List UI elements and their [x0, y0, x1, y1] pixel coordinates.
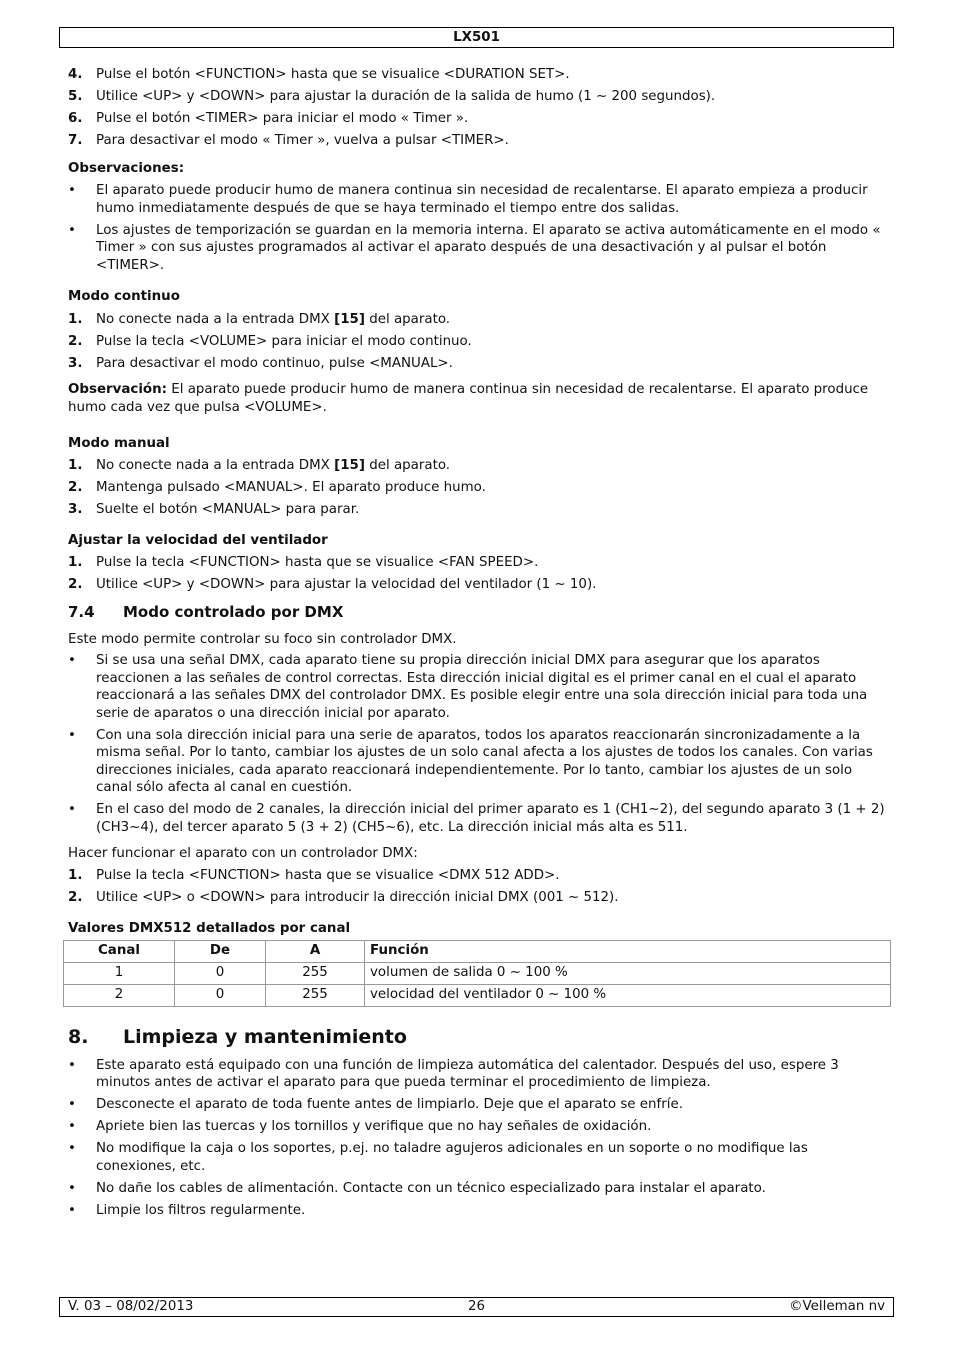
list-item: 3. Para desactivar el modo continuo, pulse <MANUAL>.	[68, 355, 453, 371]
list-item: • No dañe los cables de alimentación. Contacte con un técnico especializado para instalar el aparato.	[68, 1180, 766, 1196]
list-item: • Limpie los filtros regularmente.	[68, 1202, 306, 1218]
list-item: • En el caso del modo de 2 canales, la dirección inicial del primer aparato es 1 (CH1~2), del segundo aparato 3 (1 + 2) (CH3~4), del tercer aparato 5 (3 + 2) (CH5~6), etc. La dirección inicial más alta es 511.	[68, 802, 885, 835]
header-title: LX501	[453, 30, 500, 45]
list-item: • Si se usa una señal DMX, cada aparato tiene su propia dirección inicial DMX para asegurar que los aparatos reaccionen a las señales de control correctas. Esta dirección inicial digital es el primer canal en el cual el aparato reaccionará a las señales DMX del controlador DMX. Es posible elegir entre una sola dirección inicial para toda una serie de aparatos o una dirección inicial por aparato.	[68, 653, 868, 721]
list-item: • Los ajustes de temporización se guardan en la memoria interna. El aparato se activa automáticamente en el modo « Timer » con sus ajustes programados al activar el aparato después de una desactivación y al pulsar el botón <TIMER>.	[68, 222, 881, 273]
heading-modo-manual: Modo manual	[68, 436, 170, 451]
section-7-4-bullets	[68, 652, 890, 836]
list-item: 1. No conecte nada a la entrada DMX [15] del aparato.	[68, 457, 451, 473]
modo-manual-steps	[68, 457, 890, 519]
page-header	[59, 27, 894, 48]
list-item: 2. Mantenga pulsado <MANUAL>. El aparato produce humo.	[68, 479, 486, 495]
table-row: 1 0 255 volumen de salida 0 ~ 100 %	[64, 962, 891, 984]
list-item: • Con una sola dirección inicial para una serie de aparatos, todos los aparatos reaccionarán sincronizadamente a la misma señal. Por lo tanto, cambiar los ajustes de un solo canal afecta a los ajustes de todos los canales. Con varias direcciones iniciales, cada aparato reaccionará independientemente. Por lo tanto, cambiar los ajustes de un solo canal sólo afecta al canal en cuestión.	[68, 727, 873, 795]
controller-intro: Hacer funcionar el aparato con un controlador DMX:	[68, 846, 418, 861]
list-item: 3. Suelte el botón <MANUAL> para parar.	[68, 501, 360, 517]
table-row: 2 0 255 velocidad del ventilador 0 ~ 100 %	[64, 984, 891, 1006]
footer-copyright: ©Velleman nv	[789, 1299, 885, 1314]
heading-section-7-4: 7.4 Modo controlado por DMX	[68, 603, 344, 621]
list-item: 5. Utilice <UP> y <DOWN> para ajustar la duración de la salida de humo (1 ~ 200 segundos).	[68, 89, 716, 104]
heading-observaciones: Observaciones:	[68, 160, 185, 176]
list-item: 4. Pulse el botón <FUNCTION> hasta que se visualice <DURATION SET>.	[68, 67, 570, 82]
list-item: • Este aparato está equipado con una función de limpieza automática del calentador. Después del uso, espere 3 minutos antes de activar el aparato para que pueda terminar el procedimiento de limpieza.	[68, 1057, 839, 1090]
list-item: • El aparato puede producir humo de manera continua sin necesidad de recalentarse. El aparato empieza a producir humo inmediatamente después de que se haya terminado el tiempo entre dos salidas.	[68, 183, 868, 216]
document-body	[68, 66, 890, 1224]
list-item: • Desconecte el aparato de toda fuente antes de limpiarlo. Deje que el aparato se enfríe.	[68, 1097, 683, 1112]
modo-continuo-steps	[68, 311, 890, 373]
section-8-bullets	[68, 1057, 890, 1220]
list-item: 2. Utilice <UP> y <DOWN> para ajustar la velocidad del ventilador (1 ~ 10).	[68, 576, 597, 592]
list-item: • No modifique la caja o los soportes, p.ej. no taladre agujeros adicionales en un soporte o no modifique las conexiones, etc.	[68, 1141, 808, 1174]
list-item: 1. Pulse la tecla <FUNCTION> hasta que se visualice <FAN SPEED>.	[68, 554, 539, 570]
list-item: 1. No conecte nada a la entrada DMX [15] del aparato.	[68, 311, 451, 327]
heading-ventilador: Ajustar la velocidad del ventilador	[68, 533, 328, 548]
section-7-4-intro: Este modo permite controlar su foco sin controlador DMX.	[68, 631, 457, 647]
observacion-note: Observación: El aparato puede producir humo de manera continua sin necesidad de recalentarse. El aparato produce humo cada vez que pulsa <VOLUME>.	[68, 382, 869, 415]
controller-steps	[68, 867, 890, 907]
heading-section-8: 8. Limpieza y mantenimiento	[68, 1025, 407, 1048]
list-item: 2. Pulse la tecla <VOLUME> para iniciar el modo continuo.	[68, 333, 472, 349]
page-footer	[59, 1297, 894, 1317]
list-item: • Apriete bien las tuercas y los tornillos y verifique que no hay señales de oxidación.	[68, 1119, 652, 1134]
table-header-row: Canal De A Función	[64, 940, 891, 962]
observaciones-list	[68, 182, 890, 274]
timer-steps	[68, 66, 890, 150]
list-item: 2. Utilice <UP> o <DOWN> para introducir la dirección inicial DMX (001 ~ 512).	[68, 889, 619, 905]
ventilador-steps	[68, 554, 890, 594]
footer-version: V. 03 – 08/02/2013	[68, 1299, 194, 1314]
list-item: 1. Pulse la tecla <FUNCTION> hasta que se visualice <DMX 512 ADD>.	[68, 867, 560, 883]
list-item: 6. Pulse el botón <TIMER> para iniciar el modo « Timer ».	[68, 111, 469, 126]
list-item: 7. Para desactivar el modo « Timer », vuelva a pulsar <TIMER>.	[68, 133, 509, 148]
heading-modo-continuo: Modo continuo	[68, 289, 180, 304]
dmx-table	[63, 940, 891, 1007]
footer-page-number: 26	[467, 1299, 486, 1314]
heading-dmx-table: Valores DMX512 detallados por canal	[68, 921, 351, 936]
